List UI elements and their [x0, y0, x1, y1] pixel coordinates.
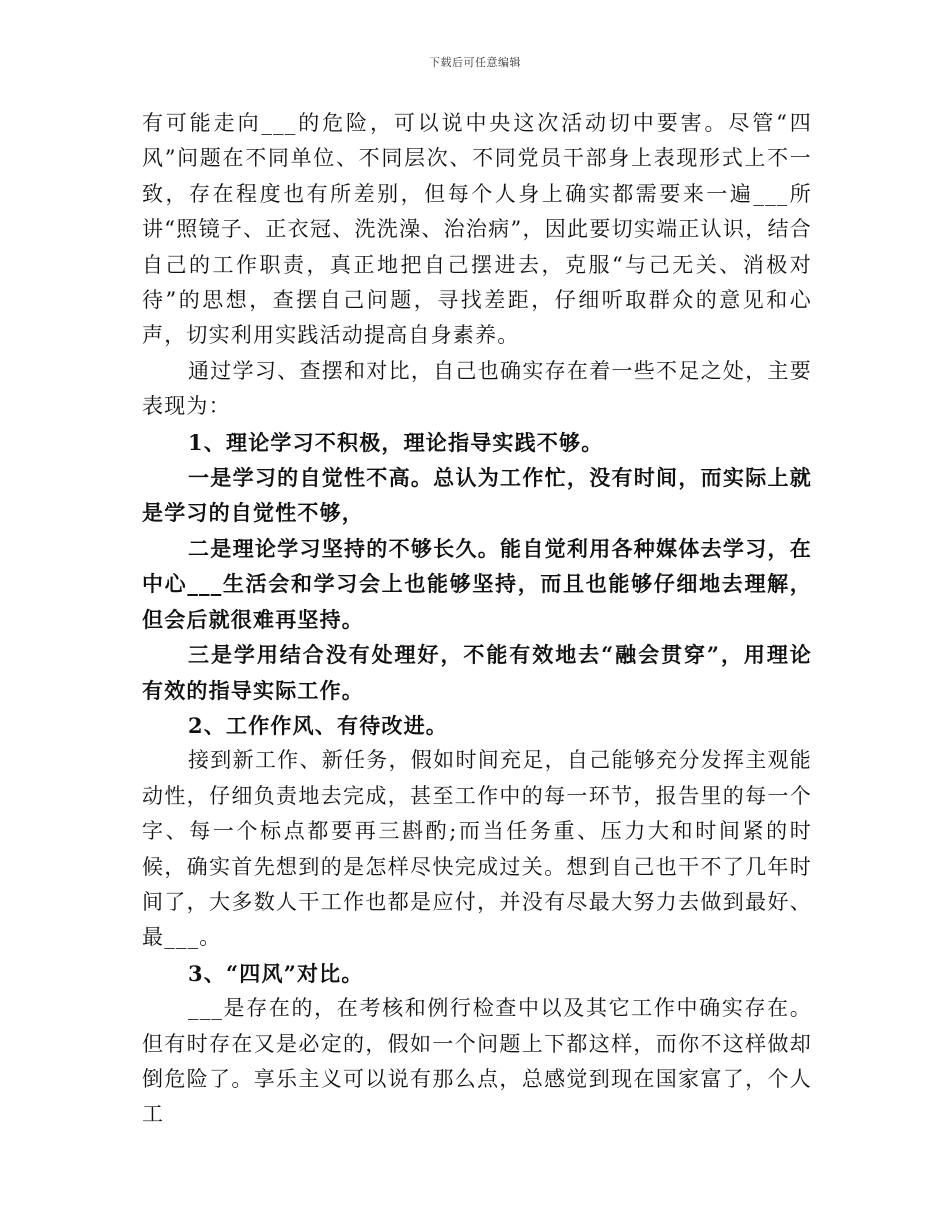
paragraph-intro: 通过学习、查摆和对比，自己也确实存在着一些不足之处，主要表现为： [142, 358, 812, 419]
section-heading-3: 3、“四风”对比。 [188, 960, 364, 986]
point-three: 三是学用结合没有处理好，不能有效地去“融会贯穿”，用理论有效的指导实际工作。 [142, 642, 812, 703]
paragraph-four-winds: ___是存在的，在考核和例行检查中以及其它工作中确实存在。但有时存在又是必定的，假如一个问题上下都这样，而你不这样做却倒危险了。享乐主义可以说有那么点，总感觉到现在国家富了，个人工 [142, 996, 812, 1127]
paragraph-work-style: 接到新工作、新任务，假如时间充足，自己能够充分发挥主观能动性，仔细负责地去完成，甚至工作中的每一环节，报告里的每一个字、每一个标点都要再三斟酌;而当任务重、压力大和时间紧的时候，确实首先想到的是怎样尽快完成过关。想到自己也干不了几年时间了，大多数人干工作也都是应付，并没有尽最大努力去做到最好、最___。 [142, 748, 812, 950]
point-one: 一是学习的自觉性不高。总认为工作忙，没有时间，而实际上就是学习的自觉性不够， [142, 465, 812, 526]
document-body [142, 106, 812, 1133]
paragraph-continuation: 有可能走向___的危险，可以说中央这次活动切中要害。尽管“四风”问题在不同单位、不同层次、不同党员干部身上表现形式上不一致，存在程度也有所差别，但每个人身上确实都需要来一遍___所讲“照镜子、正衣冠、洗洗澡、治治病”，因此要切实端正认识，结合自己的工作职责，真正地把自己摆进去，克服“与己无关、消极对待”的思想，查摆自己问题，寻找差距，仔细听取群众的意见和心声，切实利用实践活动提高自身素养。 [142, 111, 812, 348]
section-heading-2: 2、工作作风、有待改进。 [188, 712, 449, 738]
section-heading-1: 1、理论学习不积极，理论指导实践不够。 [188, 429, 604, 455]
point-two: 二是理论学习坚持的不够长久。能自觉利用各种媒体去学习，在中心___生活会和学习会上也能够坚持，而且也能够仔细地去理解，但会后就很难再坚持。 [142, 535, 812, 632]
page-header: 下载后可任意编辑 [429, 56, 521, 69]
